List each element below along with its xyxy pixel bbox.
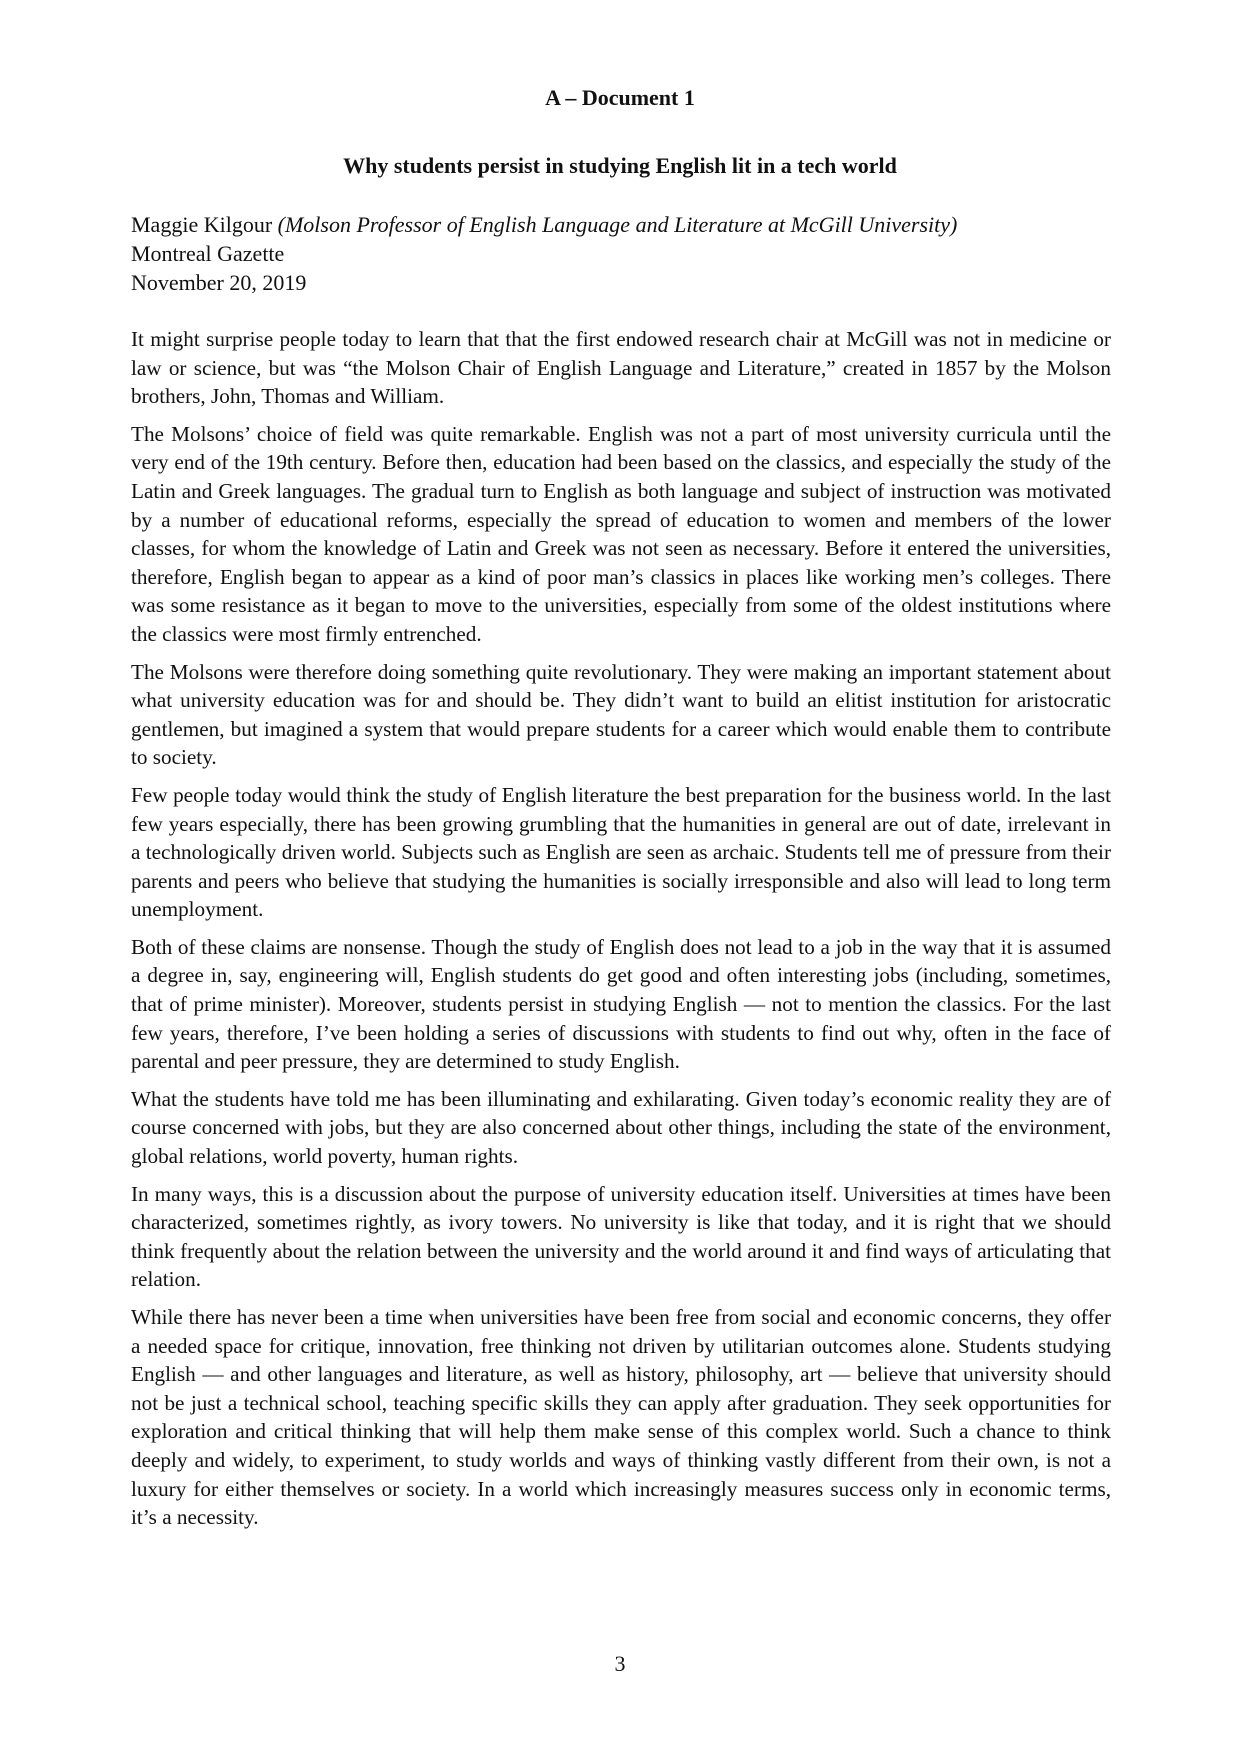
paragraph: What the students have told me has been illuminating and exhilarating. Given today’s economic reality they are of course concerned with jobs, but they are also concerned about other things, including the state of the environment, global relations, world poverty, human rights. bbox=[131, 1086, 1111, 1169]
paragraph: Few people today would think the study of English literature the best preparation for the business world. In the last few years especially, there has been growing grumbling that the humanities in general are out of date, irrelevant in a technologically driven world. Subjects such as English are seen as archaic. Students tell me of pressure from their parents and peers who believe that studying the humanities is socially irresponsible and also will lead to long term unemployment. bbox=[131, 782, 1111, 922]
article-body bbox=[131, 325, 1111, 1541]
byline bbox=[131, 210, 1111, 297]
paragraph: In many ways, this is a discussion about the purpose of university education itself. Universities at times have been characterized, sometimes rightly, as ivory towers. No university is like that today, and it is right that we should think frequently about the relation between the university and the world around it and find ways of articulating that relation. bbox=[131, 1181, 1111, 1292]
publication-date: November 20, 2019 bbox=[131, 270, 307, 295]
paragraph: The Molsons were therefore doing something quite revolutionary. They were making an important statement about what university education was for and should be. They didn’t want to build an elitist institution for aristocratic gentlemen, but imagined a system that would prepare students for a career which would enable them to contribute to society. bbox=[131, 659, 1111, 770]
author-affiliation: (Molson Professor of English Language and Literature at McGill University) bbox=[277, 212, 958, 237]
page-number: 3 bbox=[614, 1651, 626, 1676]
paragraph: Both of these claims are nonsense. Though the study of English does not lead to a job in the way that it is assumed a degree in, say, engineering will, English students do get good and often interesting jobs (including, sometimes, that of prime minister). Moreover, students persist in studying English — not to mention the classics. For the last few years, therefore, I’ve been holding a series of discussions with students to find out why, often in the face of parental and peer pressure, they are determined to study English. bbox=[131, 934, 1111, 1074]
publication-name: Montreal Gazette bbox=[131, 241, 285, 266]
paragraph: It might surprise people today to learn that that the first endowed research chair at McGill was not in medicine or law or science, but was “the Molson Chair of English Language and Literature,” created in 1857 by the Molson brothers, John, Thomas and William. bbox=[131, 327, 1111, 409]
article-title: Why students persist in studying English lit in a tech world bbox=[343, 153, 897, 178]
paragraph: While there has never been a time when universities have been free from social and economic concerns, they offer a needed space for critique, innovation, free thinking not driven by utilitarian outcomes alone. Students studying English — and other languages and literature, as well as history, philosophy, art — believe that university should not be just a technical school, teaching specific skills they can apply after graduation. They seek opportunities for exploration and critical thinking that will help them make sense of this complex world. Such a chance to think deeply and widely, to experiment, to study worlds and ways of thinking vastly different from their own, is not a luxury for either themselves or society. In a world which increasingly measures success only in economic terms, it’s a necessity. bbox=[131, 1305, 1111, 1530]
author-name: Maggie Kilgour bbox=[131, 212, 273, 237]
author-line bbox=[131, 210, 1111, 239]
paragraph: The Molsons’ choice of field was quite remarkable. English was not a part of most university curricula until the very end of the 19th century. Before then, education had been based on the classics, and especially the study of the Latin and Greek languages. The gradual turn to English as both language and subject of instruction was motivated by a number of educational reforms, especially the spread of education to women and members of the lower classes, for whom the knowledge of Latin and Greek was not seen as necessary. Before it entered the universities, therefore, English began to appear as a kind of poor man’s classics in places like working men’s colleges. There was some resistance as it began to move to the universities, especially from some of the oldest institutions where the classics were most firmly entrenched. bbox=[131, 421, 1111, 646]
document-label: A – Document 1 bbox=[545, 85, 695, 110]
